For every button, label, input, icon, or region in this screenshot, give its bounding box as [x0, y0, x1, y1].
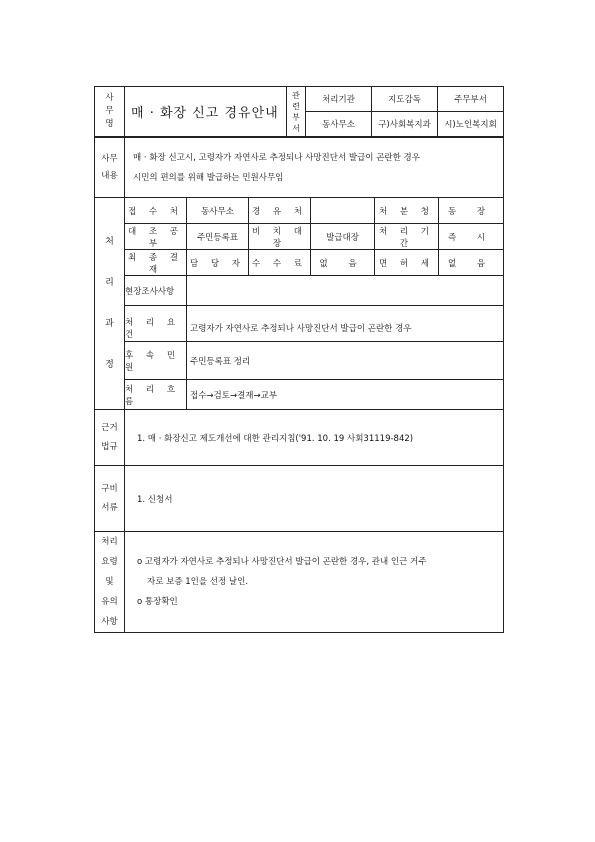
- content-text: 매 · 화장 신고시, 고령자가 자연사로 추정되나 사망진단서 발급이 곤란한 경우 시민의 편의를 위해 발급하는 민원사무임: [125, 138, 504, 198]
- disposition-office-label: 처 분 청: [375, 198, 439, 224]
- spacer-cell: [125, 306, 187, 316]
- supervision-head: 지도감독: [372, 87, 438, 112]
- receipt-office-value: 동사무소: [187, 198, 249, 224]
- processing-period-label: 처 리 기 간: [375, 224, 439, 250]
- receipt-office-label: 접 수 처: [125, 198, 187, 224]
- page-title: 매 · 화장 신고 경유안내: [125, 87, 287, 137]
- legal-label: 근거 법규: [95, 410, 125, 466]
- related-dept-label: 관 련 부 서: [287, 87, 306, 137]
- fee-value: 없 음: [311, 250, 375, 276]
- ledger-label: 비 치 대 장: [249, 224, 311, 250]
- office-name-label: 사 무 명: [95, 87, 125, 137]
- followup-value: 주민등록표 정리: [187, 342, 504, 380]
- note-item: o 고령자가 자연사로 추정되나 사망진단서 발급이 곤란한 경우, 관내 인근 거주: [137, 557, 427, 567]
- docs-label: 구비 서류: [95, 466, 125, 532]
- compare-record-label: 대 조 공 부: [125, 224, 187, 250]
- site-survey-value: [187, 276, 504, 306]
- compare-record-value: 주민등록표: [187, 224, 249, 250]
- flow-value: 접수→검토→결재→교부: [187, 380, 504, 410]
- main-table: [94, 137, 504, 633]
- license-tax-value: 없 음: [439, 250, 504, 276]
- fee-label: 수 수 료: [249, 250, 311, 276]
- docs-text: 1. 신청서: [125, 466, 504, 532]
- note-item: o 통장확인: [137, 597, 178, 607]
- note-item-continuation: 자로 보증 1인을 선정 날인.: [147, 577, 249, 587]
- process-label: 처 리 과 정: [95, 198, 125, 410]
- via-office-value: [311, 198, 375, 224]
- followup-label: 후 속 민 원: [125, 342, 187, 380]
- content-label: 사무 내용: [95, 138, 125, 198]
- via-office-label: 경 유 처: [249, 198, 311, 224]
- legal-text: 1. 매 · 화장신고 제도개선에 대한 관리지침('91. 10. 19 사회31119-842): [125, 410, 504, 466]
- processing-agency-value: 동사무소: [306, 112, 372, 137]
- notes-text: [125, 532, 504, 633]
- final-approval-label: 최 종 결 재: [125, 250, 187, 276]
- processing-agency-head: 처리기관: [306, 87, 372, 112]
- header-table: [94, 86, 504, 137]
- requirement-value: 고령자가 자연사로 추정되나 사망진단서 발급이 곤란한 경우: [187, 316, 504, 342]
- disposition-office-value: 동 장: [439, 198, 504, 224]
- main-dept-value: 시)노인복지회: [438, 112, 504, 137]
- site-survey-label: 현장조사사항: [125, 276, 187, 306]
- flow-label: 처 리 흐 름: [125, 380, 187, 410]
- supervision-value: 구)사회복지과: [372, 112, 438, 137]
- final-approval-value: 담 당 자: [187, 250, 249, 276]
- license-tax-label: 면 허 세: [375, 250, 439, 276]
- spacer-cell: [187, 306, 504, 316]
- processing-period-value: 즉 시: [439, 224, 504, 250]
- ledger-value: 발급대장: [311, 224, 375, 250]
- main-dept-head: 주무부서: [438, 87, 504, 112]
- requirement-label: 처 리 요 건: [125, 316, 187, 342]
- notes-label: 처리 요령 및 유의 사항: [95, 532, 125, 633]
